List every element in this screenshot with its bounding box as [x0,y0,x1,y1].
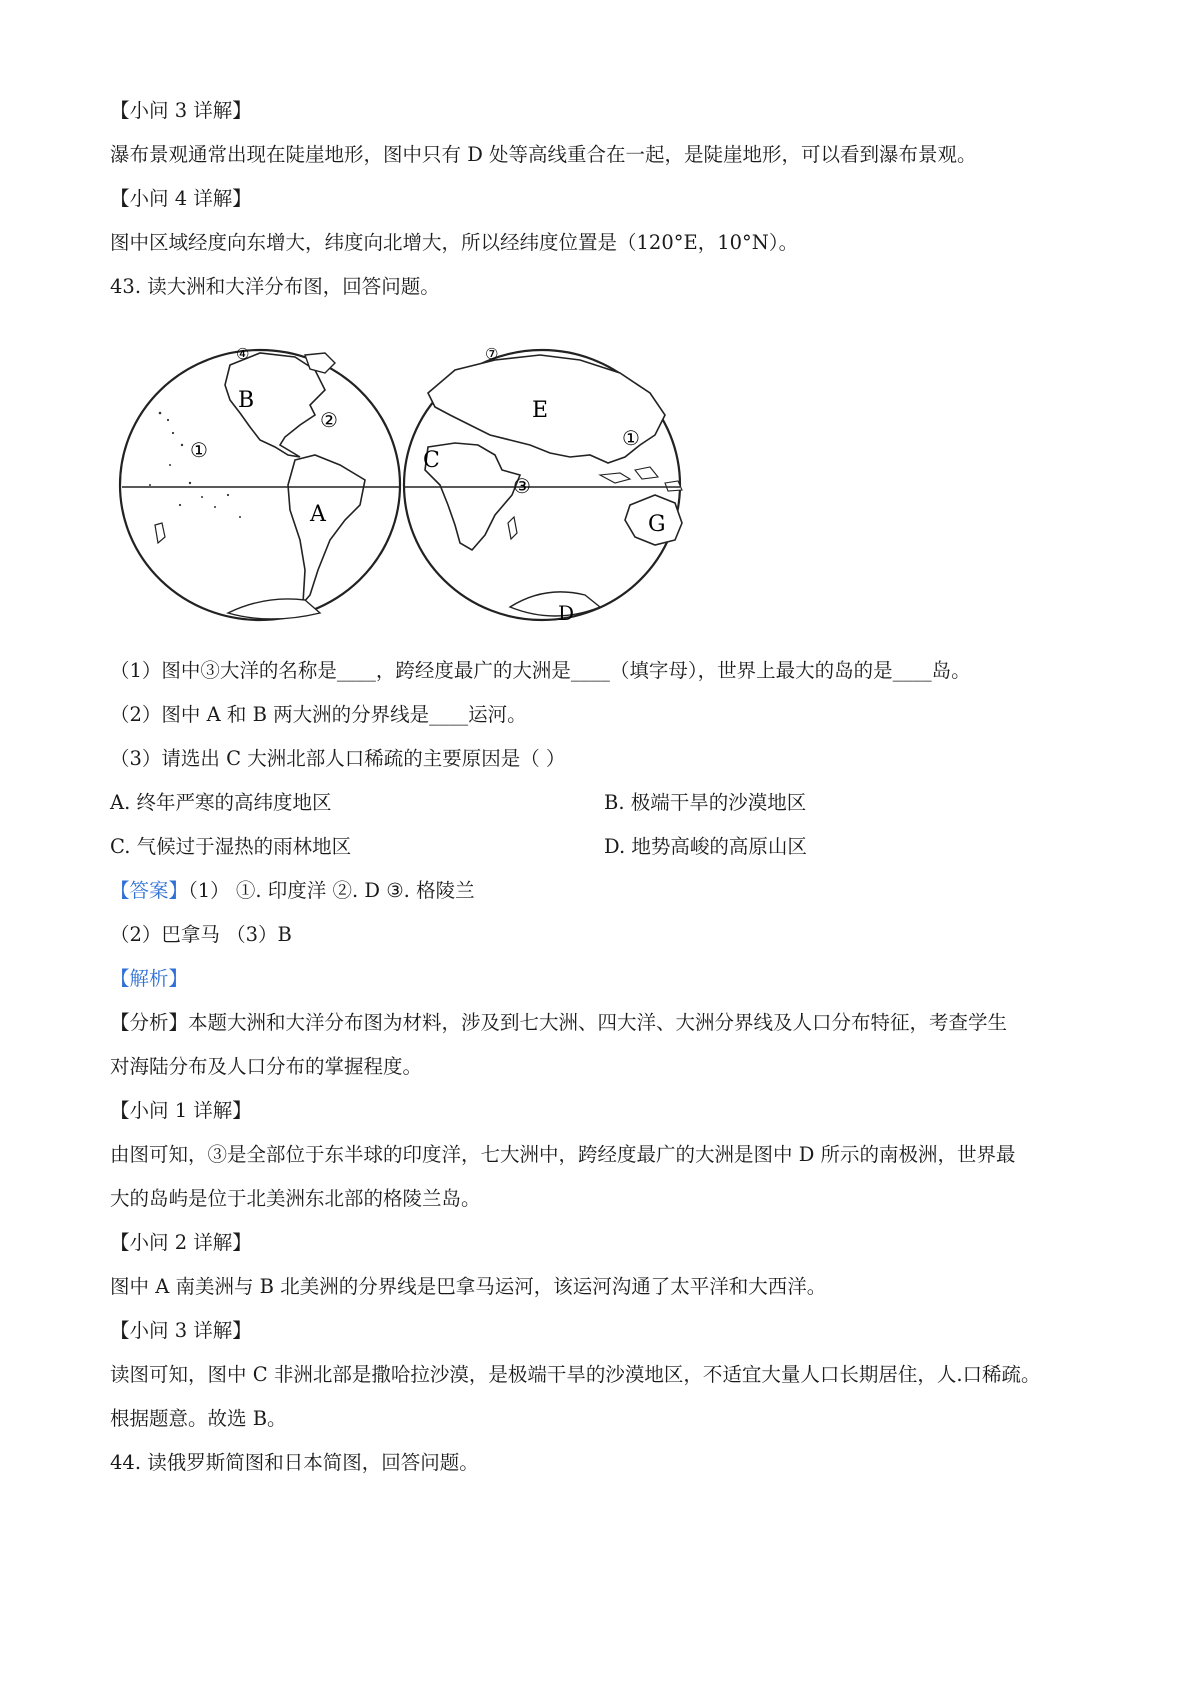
eastern-hemisphere [404,345,682,625]
option-a: A. 终年严寒的高纬度地区 [110,791,332,814]
subquestion-3: （3）请选出 C 大洲北部人口稀疏的主要原因是（ ） [110,747,566,770]
map-label: ⑦ [485,345,499,363]
subquestion-1: （1）图中③大洋的名称是____，跨经度最广的大洲是____（填字母），世界上最大的岛的是____岛。 [110,659,971,682]
map-label: B [238,388,255,413]
section-heading: 【小问 3 详解】 [110,99,252,122]
answer-label: 【答案】 [110,879,189,902]
map-label: C [423,448,440,473]
paragraph: 读图可知，图中 C 非洲北部是撒哈拉沙漠，是极端干旱的沙漠地区，不适宜大量人口长期居住，人.口稀疏。 [110,1363,1041,1386]
western-hemisphere [120,345,400,620]
continents-oceans-map [110,345,710,635]
paragraph: 由图可知，③是全部位于东半球的印度洋，七大洲中，跨经度最广的大洲是图中 D 所示的南极洲，世界最 [110,1143,1016,1166]
answer-text: （1） ①. 印度洋 ②. D ③. 格陵兰 [188,879,475,902]
map-label: ④ [236,345,250,363]
map-label: ③ [513,474,531,498]
question-title: 43. 读大洲和大洋分布图，回答问题。 [110,275,440,298]
map-label: ② [320,408,338,432]
subquestion-2: （2）图中 A 和 B 两大洲的分界线是____运河。 [110,703,527,726]
answer-line-2: （2）巴拿马 （3）B [110,923,292,946]
map-label: E [532,398,549,423]
section-heading: 【小问 4 详解】 [110,187,252,210]
map-label: G [648,512,666,537]
analysis-label: 【解析】 [110,967,189,990]
paragraph: 对海陆分布及人口分布的掌握程度。 [110,1055,423,1078]
paragraph: 瀑布景观通常出现在陡崖地形，图中只有 D 处等高线重合在一起，是陡崖地形，可以看到瀑布景观。 [110,143,977,166]
option-b: B. 极端干旱的沙漠地区 [604,791,807,814]
map-label: ① [190,438,208,462]
paragraph: 图中区域经度向东增大，纬度向北增大，所以经纬度位置是（120°E，10°N）。 [110,231,799,254]
section-heading: 【小问 2 详解】 [110,1231,252,1254]
section-heading: 【小问 3 详解】 [110,1319,252,1342]
map-label: A [310,502,326,527]
paragraph: 图中 A 南美洲与 B 北美洲的分界线是巴拿马运河，该运河沟通了太平洋和大西洋。 [110,1275,827,1298]
map-label: ① [622,426,640,450]
option-d: D. 地势高峻的高原山区 [604,835,807,858]
paragraph: 大的岛屿是位于北美洲东北部的格陵兰岛。 [110,1187,481,1210]
map-label: D [558,601,575,625]
option-c: C. 气候过于湿热的雨林地区 [110,835,352,858]
paragraph: 【分析】本题大洲和大洋分布图为材料，涉及到七大洲、四大洋、大洲分界线及人口分布特征，考查学生 [110,1011,1008,1034]
answer-line-1 [110,877,475,905]
question-title: 44. 读俄罗斯简图和日本简图，回答问题。 [110,1451,479,1474]
paragraph: 根据题意。故选 B。 [110,1407,287,1430]
section-heading: 【小问 1 详解】 [110,1099,252,1122]
